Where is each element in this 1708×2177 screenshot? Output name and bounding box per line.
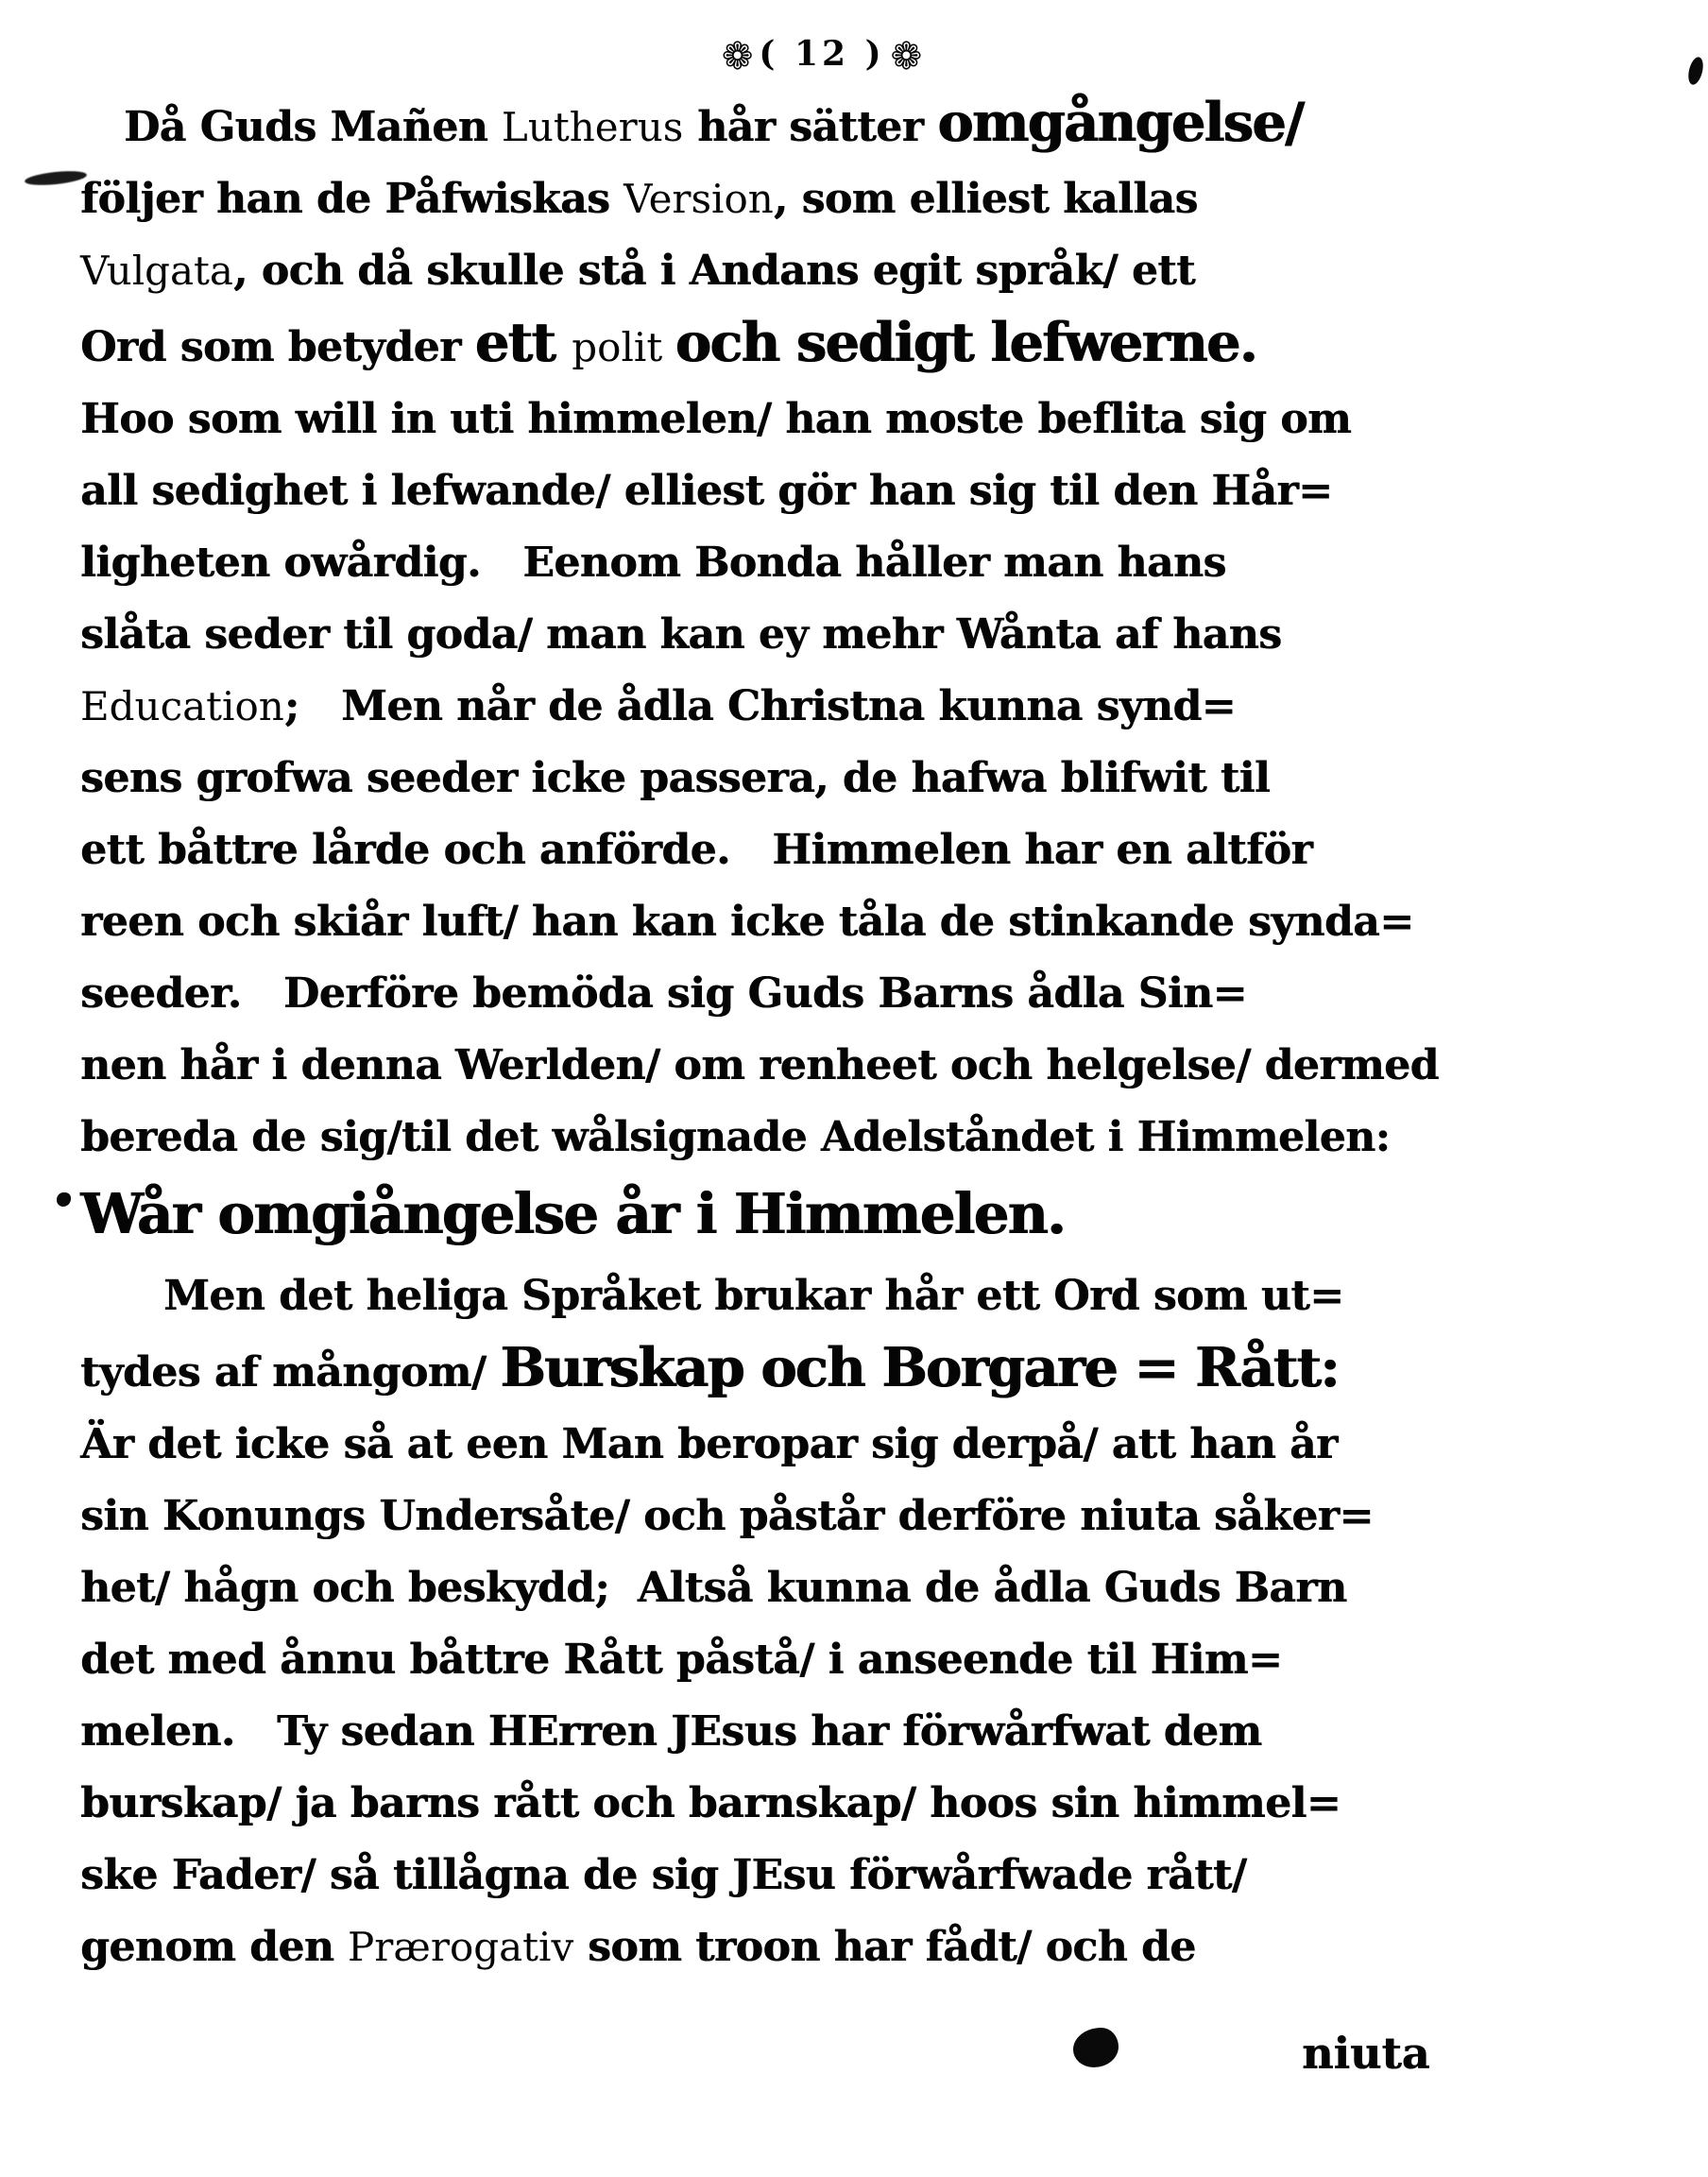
text-segment: genom den bbox=[80, 1923, 349, 1971]
text-segment: melen. Ty sedan HErren JEsus har förwårfwat dem bbox=[80, 1707, 1262, 1756]
text-line bbox=[80, 163, 1370, 235]
text-segment: nen hår i denna Werlden/ om renheet och helgelse/ dermed bbox=[80, 1041, 1439, 1089]
text-segment: sin Konungs Undersåte/ och påstår derföre niuta såker= bbox=[80, 1492, 1374, 1540]
text-segment: ett bbox=[474, 311, 572, 374]
text-segment: , som elliest kallas bbox=[773, 175, 1198, 223]
text-segment: Education bbox=[80, 683, 284, 729]
page-header bbox=[113, 34, 1530, 78]
text-line bbox=[80, 1768, 1370, 1840]
text-segment: tydes af mångom/ bbox=[80, 1348, 501, 1397]
text-line bbox=[80, 1840, 1370, 1911]
text-line bbox=[80, 1260, 1370, 1332]
text-segment: Prærogativ bbox=[348, 1924, 574, 1970]
text-line bbox=[80, 87, 1370, 163]
text-line bbox=[80, 235, 1370, 307]
text-segment: burskap/ ja barns rått och barnskap/ hoos sin himmel= bbox=[80, 1779, 1341, 1827]
text-block bbox=[80, 87, 1439, 1983]
text-line bbox=[80, 958, 1370, 1030]
text-segment: all sedighet i lefwande/ elliest gör han sig til den Hår= bbox=[80, 467, 1333, 515]
text-segment: och sedigt lefwerne. bbox=[675, 311, 1256, 374]
text-line bbox=[80, 1332, 1370, 1409]
text-segment: ett båttre lårde och anförde. Himmelen har en altför bbox=[80, 826, 1313, 874]
text-segment: hår sätter bbox=[683, 103, 938, 151]
text-segment: Är det icke så at een Man beropar sig derpå/ att han år bbox=[80, 1420, 1338, 1468]
text-line bbox=[80, 814, 1370, 886]
text-segment: ; Men når de ådla Christna kunna synd= bbox=[283, 682, 1236, 730]
text-segment: Då Guds Mañen bbox=[124, 103, 502, 151]
text-line bbox=[80, 1102, 1391, 1174]
text-line bbox=[80, 1030, 1439, 1102]
text-segment: bereda de sig/til det wålsignade Adelståndet i Himmelen: bbox=[80, 1113, 1391, 1161]
text-line bbox=[80, 527, 1370, 599]
text-segment: , och då skulle stå i Andans egit språk/ ett bbox=[232, 247, 1195, 295]
text-line bbox=[80, 1481, 1374, 1552]
text-line bbox=[80, 886, 1414, 958]
ink-blot bbox=[1073, 2028, 1119, 2067]
ink-tick-mark bbox=[1686, 56, 1706, 86]
text-segment: het/ hågn och beskydd; Altså kunna de ådla Guds Barn bbox=[80, 1564, 1347, 1612]
text-segment: Lutherus bbox=[501, 104, 684, 150]
text-segment: Version bbox=[623, 176, 774, 222]
ink-dot-mark bbox=[57, 1192, 71, 1207]
text-segment: Men det heliga Språket brukar hår ett Ord som ut= bbox=[163, 1272, 1344, 1320]
ink-smudge bbox=[25, 169, 88, 188]
text-line bbox=[80, 384, 1370, 455]
text-segment: Hoo som will in uti himmelen/ han moste beflita sig om bbox=[80, 395, 1352, 443]
text-segment: det med ånnu båttre Rått påstå/ i anseende til Him= bbox=[80, 1636, 1283, 1684]
text-segment: sens grofwa seeder icke passera, de hafwa blifwit til bbox=[80, 754, 1271, 802]
text-line bbox=[80, 599, 1370, 671]
text-segment: reen och skiår luft/ han kan icke tåla de stinkande synda= bbox=[80, 898, 1414, 946]
text-segment: som troon har fådt/ och de bbox=[573, 1923, 1196, 1971]
text-segment: Burskap och Borgare = Rått: bbox=[500, 1336, 1339, 1399]
text-segment: Ord som betyder bbox=[80, 323, 475, 371]
text-segment: följer han de Påfwiskas bbox=[80, 175, 624, 223]
rosette-ornament-icon: ❁ bbox=[721, 35, 754, 78]
text-line bbox=[80, 1409, 1370, 1481]
text-segment: ligheten owårdig. Eenom Bonda håller man hans bbox=[80, 539, 1226, 587]
text-segment: slåta seder til goda/ man kan ey mehr Wånta af hans bbox=[80, 610, 1282, 659]
text-segment: polit bbox=[572, 324, 675, 370]
text-line bbox=[80, 1624, 1370, 1696]
text-line bbox=[80, 1552, 1370, 1624]
text-segment: Wår omgiångelse år i Himmelen. bbox=[80, 1181, 1065, 1246]
heading-line bbox=[80, 1174, 1370, 1260]
text-line bbox=[80, 743, 1370, 814]
text-line bbox=[80, 455, 1370, 527]
rosette-ornament-icon: ❁ bbox=[890, 35, 923, 78]
catchword: niuta bbox=[1302, 2028, 1430, 2079]
text-line bbox=[80, 307, 1370, 384]
text-line bbox=[80, 1696, 1370, 1768]
page-number: ( 12 ) bbox=[759, 34, 885, 74]
text-segment: ske Fader/ så tillågna de sig JEsu förwårfwade rått/ bbox=[80, 1851, 1247, 1899]
text-line bbox=[80, 1911, 1370, 1983]
text-segment: Vulgata bbox=[80, 248, 233, 294]
text-segment: omgångelse/ bbox=[937, 91, 1304, 154]
text-line bbox=[80, 671, 1370, 743]
text-segment: seeder. Derföre bemöda sig Guds Barns ådla Sin= bbox=[80, 969, 1247, 1018]
